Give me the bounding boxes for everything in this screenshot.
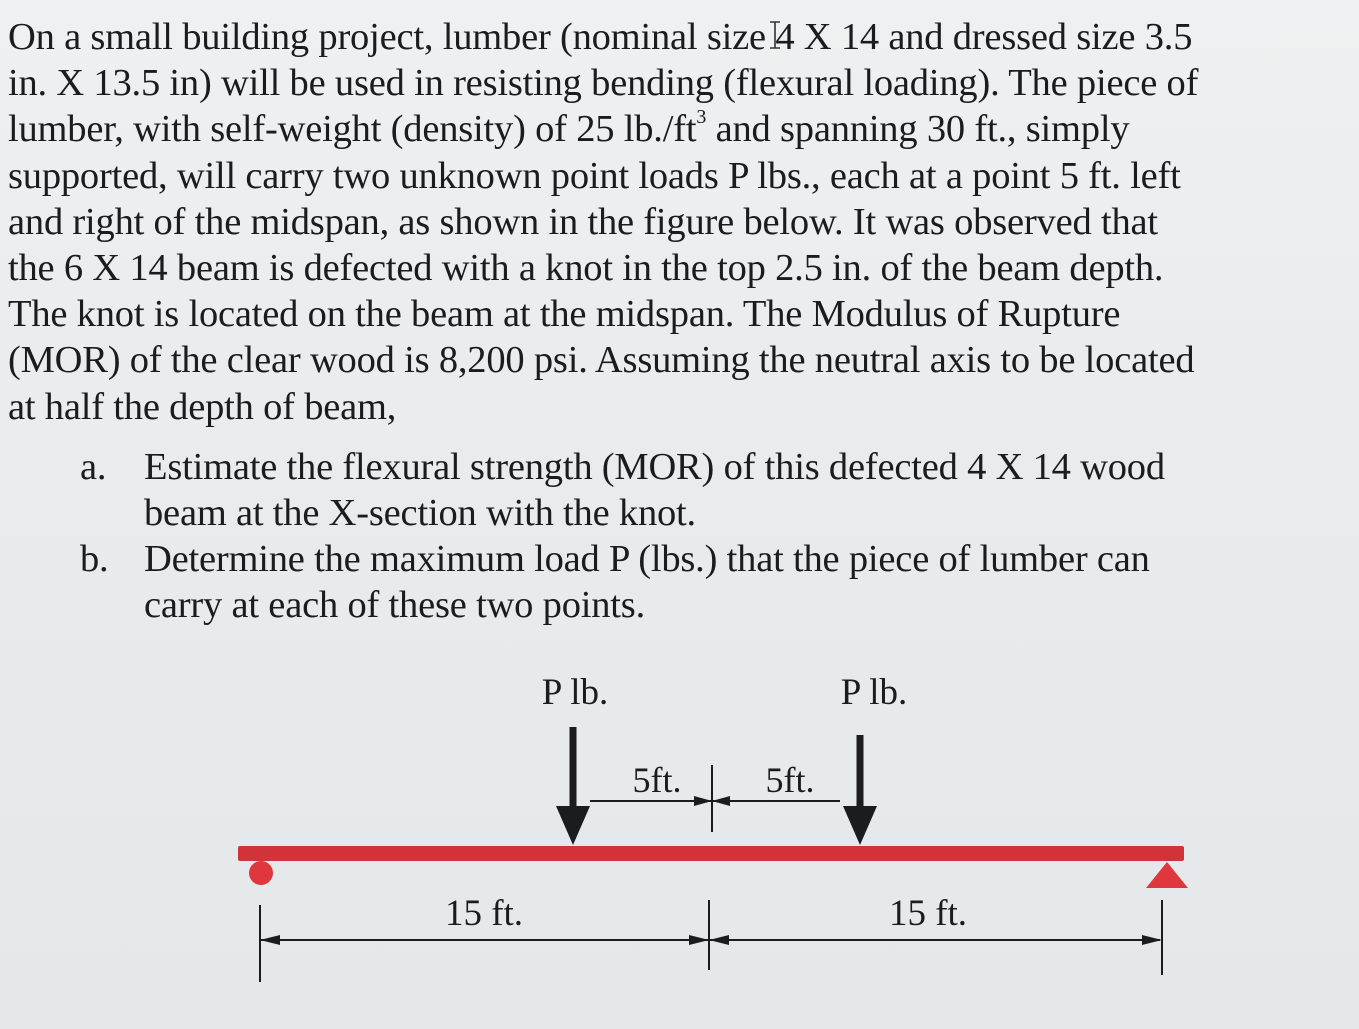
dim-label-right-5ft: 5ft. <box>765 760 815 800</box>
problem-line: The knot is located on the beam at the midspan. The Modulus of Rupture <box>8 293 1121 336</box>
problem-line-tail: and spanning 30 ft., simply <box>706 108 1130 151</box>
load-label-right: P lb. <box>840 672 908 713</box>
question-line: Estimate the flexural strength (MOR) of this defected 4 X 14 wood <box>144 446 1165 488</box>
problem-line: On a small building project, lumber (nominal size 4 X 14 and dressed size 3.5 <box>8 16 1193 58</box>
problem-line-text: lumber, with self-weight (density) of 25 lb./ft <box>8 108 697 151</box>
dim-label-left-15ft: 15 ft. <box>444 893 524 934</box>
load-arrow-left <box>556 727 590 845</box>
beam <box>238 846 1184 861</box>
question-marker: a. <box>80 446 107 488</box>
dim-label-right-15ft: 15 ft. <box>888 893 968 934</box>
problem-line: in. X 13.5 in) will be used in resisting bending (flexural loading). The piece of <box>8 62 1199 105</box>
problem-line: the 6 X 14 beam is defected with a knot in the top 2.5 in. of the beam depth. <box>8 247 1164 290</box>
problem-line: and right of the midspan, as shown in the figure below. It was observed that <box>8 200 1158 243</box>
problem-line: at half the depth of beam, <box>8 385 397 428</box>
dim-label-left-5ft: 5ft. <box>632 760 682 800</box>
pin-support-icon <box>1146 862 1188 888</box>
question-marker: b. <box>80 538 109 580</box>
load-arrow-right <box>843 735 877 845</box>
question-line: Determine the maximum load P (lbs.) that the piece of lumber can <box>144 538 1150 580</box>
load-label-left: P lb. <box>541 672 609 713</box>
problem-line: (MOR) of the clear wood is 8,200 psi. Assuming the neutral axis to be located <box>8 339 1195 382</box>
cubic-superscript: 3 <box>696 106 707 129</box>
question-line: beam at the X-section with the knot. <box>144 492 696 534</box>
span-dimension-line <box>260 900 1162 982</box>
question-line: carry at each of these two points. <box>144 584 645 626</box>
roller-support-icon <box>249 861 273 885</box>
problem-line: supported, will carry two unknown point loads P lbs., each at a point 5 ft. left <box>8 154 1181 197</box>
